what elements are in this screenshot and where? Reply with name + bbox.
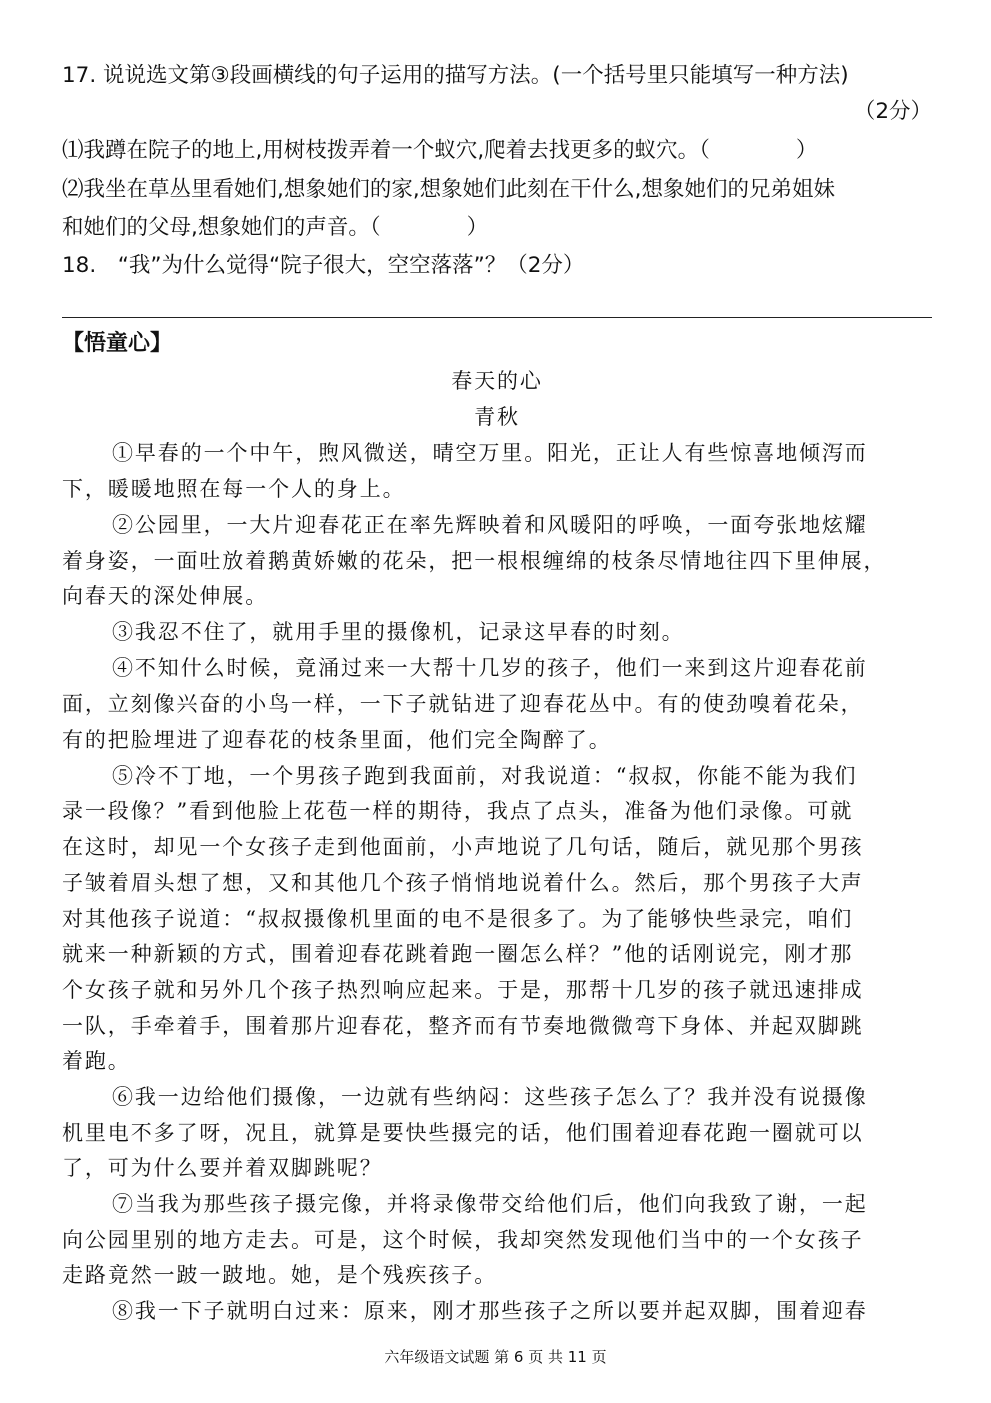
article-line: 机里电不多了呀，况且，就算是要快些摄完的话，他们围着迎春花跑一圈就可以 [62, 1121, 864, 1145]
article-line: 就来一种新颖的方式，围着迎春花跳着跑一圈怎么样？”他的话刚说完，刚才那 [62, 942, 854, 966]
section-divider [62, 317, 932, 318]
article-line: 下，暖暖地照在每一个人的身上。 [62, 477, 406, 501]
article-line: 子皱着眉头想了想，又和其他几个孩子悄悄地说着什么。然后，那个男孩子大声 [62, 871, 864, 895]
article-line: 在这时，却见一个女孩子走到他面前，小声地说了几句话，随后，就见那个男孩 [62, 835, 864, 859]
question-17-text: 17. 说说选文第③段画横线的句子运用的描写方法。(一个括号里只能填写一种方法) [62, 63, 849, 88]
article-line: 走路竟然一跛一跛地。她，是个残疾孩子。 [62, 1263, 498, 1287]
article-line: ④不知什么时候，竟涌过来一大帮十几岁的孩子，他们一来到这片迎春花前 [112, 656, 868, 680]
question-17-item-1: ⑴我蹲在院子的地上,用树枝拨弄着一个蚁穴,爬着去找更多的蚁穴。（ ） [62, 138, 818, 163]
article-line: 对其他孩子说道：“叔叔摄像机里面的电不是很多了。为了能够快些录完，咱们 [62, 907, 854, 931]
article-line: ②公园里，一大片迎春花正在率先辉映着和风暖阳的呼唤，一面夸张地炫耀 [112, 513, 868, 537]
article-line: ⑦当我为那些孩子摄完像，并将录像带交给他们后，他们向我致了谢，一起 [112, 1192, 868, 1216]
article-line: 录一段像？”看到他脸上花苞一样的期待，我点了点头，准备为他们录像。可就 [62, 799, 854, 823]
page-footer: 六年级语文试题 第 6 页 共 11 页 [384, 1348, 607, 1366]
article-line: ⑧我一下子就明白过来：原来，刚才那些孩子之所以要并起双脚，围着迎春 [112, 1299, 868, 1323]
article-line: 向公园里别的地方走去。可是，这个时候，我却突然发现他们当中的一个女孩子 [62, 1228, 864, 1252]
question-17-points: （2分） [853, 99, 932, 124]
article-line: 着身姿，一面吐放着鹅黄娇嫩的花朵，把一根根缠绵的枝条尽情地往四下里伸展， [62, 549, 887, 573]
article-title: 春天的心 [451, 369, 543, 393]
article-line: 面，立刻像兴奋的小鸟一样，一下子就钻进了迎春花丛中。有的使劲嗅着花朵， [62, 692, 864, 716]
article-line: 一队，手牵着手，围着那片迎春花，整齐而有节奏地微微弯下身体、并起双脚跳 [62, 1014, 864, 1038]
article-line: 向春天的深处伸展。 [62, 584, 269, 608]
article-line: 了，可为什么要并着双脚跳呢？ [62, 1156, 383, 1180]
article-line: 有的把脸埋进了迎春花的枝条里面，他们完全陶醉了。 [62, 728, 612, 752]
question-17-item-2-line-1: ⑵我坐在草丛里看她们,想象她们的家,想象她们此刻在干什么,想象她们的兄弟姐妹 [62, 177, 836, 202]
article-line: ③我忍不住了，就用手里的摄像机，记录这早春的时刻。 [112, 620, 685, 644]
section-title: 【悟童心】 [62, 331, 173, 356]
question-18-text: 18. “我”为什么觉得“院子很大，空空落落”？（2分） [62, 253, 585, 278]
article-line: ⑤冷不丁地，一个男孩子跑到我面前，对我说道：“叔叔，你能不能为我们 [112, 764, 858, 788]
question-17-item-2-line-2: 和她们的父母,想象她们的声音。（ ） [62, 215, 489, 240]
article-author: 青秋 [474, 405, 520, 429]
article-line: 个女孩子就和另外几个孩子热烈响应起来。于是，那帮十几岁的孩子就迅速排成 [62, 978, 864, 1002]
article-line: ⑥我一边给他们摄像，一边就有些纳闷：这些孩子怎么了？我并没有说摄像 [112, 1085, 868, 1109]
article-line: ①早春的一个中午，煦风微送，晴空万里。阳光，正让人有些惊喜地倾泻而 [112, 441, 868, 465]
article-line: 着跑。 [62, 1049, 131, 1073]
